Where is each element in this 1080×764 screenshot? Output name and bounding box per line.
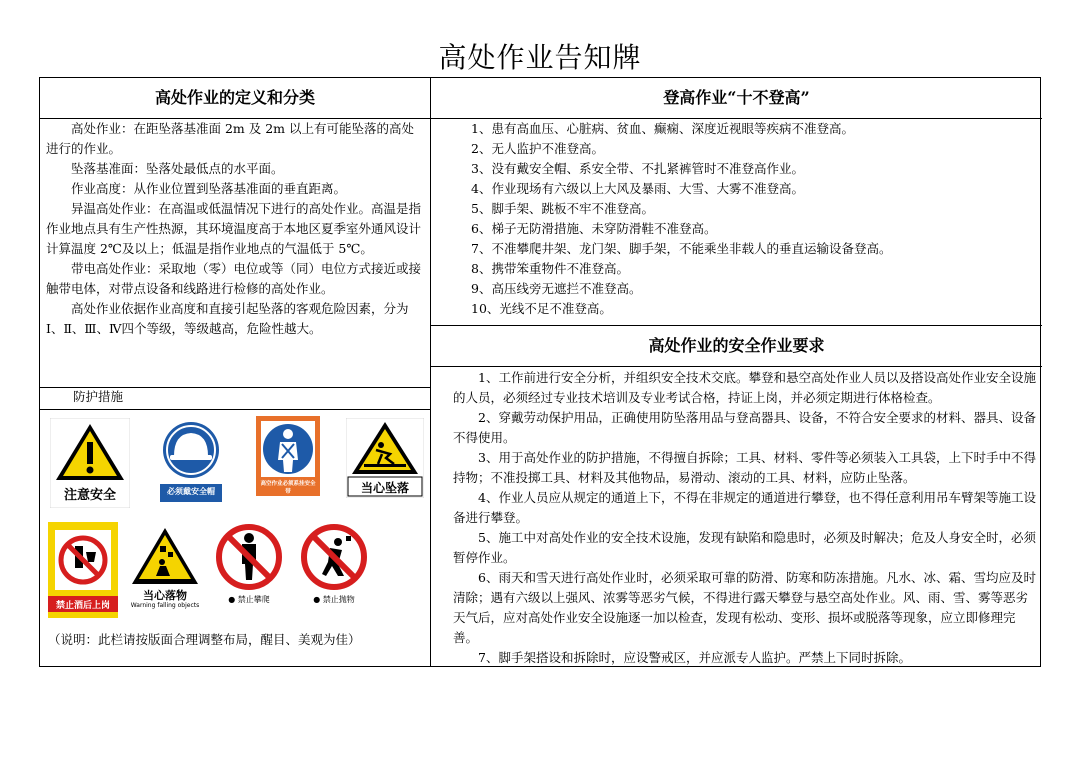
no-climbing-icon — [214, 522, 284, 614]
definition-item: 带电高处作业：采取地（零）电位或等（同）电位方式接近或接触带电体，对带点设备和线路进行检修的高处作业。 — [46, 261, 422, 296]
list-item: 1、工作前进行安全分析，并组织安全技术交底。攀登和悬空高处作业人员以及搭设高处作业安全设施的人员，必须经过专业技术培训及专业考试合格，持证上岗，并必须定期进行体格检查。 — [453, 370, 1036, 405]
divider — [431, 366, 1042, 367]
list-item: 10、光线不足不准登高。 — [471, 301, 612, 316]
definition-item: 作业高度：从作业位置到坠落基准面的垂直距离。 — [71, 181, 347, 196]
sign-label: 注意安全 — [63, 488, 116, 503]
list-item: 7、不准攀爬井架、龙门架、脚手架，不能乘坐非载人的垂直运输设备登高。 — [471, 241, 892, 256]
sign-label: 必须戴安全帽 — [167, 487, 215, 496]
sign-label: 当心坠落 — [360, 481, 409, 495]
layout-note: （说明：此栏请按版面合理调整布局，醒目、美观为佳） — [48, 632, 361, 647]
list-item: 3、用于高处作业的防护措施，不得擅自拆除；工具、材料、零件等必须装入工具袋，上下时手中不得持物；不准投掷工具、材料及其他物品，易滑动、滚动的工具、材料，应防止坠落。 — [453, 450, 1036, 485]
safety-harness-mandatory-icon — [256, 416, 320, 496]
definition-item: 高处作业：在距坠落基准面 2m 及 2m 以上有可能坠落的高处进行的作业。 — [46, 121, 415, 156]
sign-label: 禁止酒后上岗 — [55, 601, 110, 611]
list-item: 4、作业人员应从规定的通道上下，不得在非规定的通道进行攀登，也不得任意利用吊车臂架等施工设备进行攀登。 — [453, 490, 1036, 525]
list-item: 3、没有戴安全帽、系安全带、不扎紧裤管时不准登高作业。 — [471, 161, 804, 176]
sign-label: 当心落物 — [143, 589, 187, 602]
list-item: 8、携带笨重物件不准登高。 — [471, 261, 629, 276]
definition-item: 高处作业依据作业高度和直接引起坠落的客观危险因素，分为Ⅰ、Ⅱ、Ⅲ、Ⅳ四个等级，等级越高，危险性越大。 — [46, 301, 409, 336]
safety-requirements-header: 高处作业的安全作业要求 — [648, 336, 825, 355]
list-item: 7、脚手架搭设和拆除时，应设警戒区，并应派专人监护。严禁上下同时拆除。 — [478, 650, 911, 665]
safety-signs — [48, 414, 426, 624]
list-item: 5、施工中对高处作业的安全技术设施，发现有缺陷和隐患时，必须及时解决；危及人身安全时，必须暂停作业。 — [453, 530, 1036, 565]
list-item: 5、脚手架、跳板不牢不准登高。 — [471, 201, 654, 216]
sign-label: ● 禁止攀爬 — [228, 595, 270, 604]
page-title: 高处作业告知牌 — [438, 41, 642, 74]
sign-label: ● 禁止抛物 — [313, 595, 355, 604]
list-item: 1、患有高血压、心脏病、贫血、癫痫、深度近视眼等疾病不准登高。 — [471, 121, 854, 136]
sign-label: 高空作业必须系挂安全带 — [260, 481, 316, 495]
list-item: 2、无人监护不准登高。 — [471, 141, 604, 156]
falling-objects-icon — [128, 524, 202, 618]
sign-label-text: 禁止攀爬 — [237, 595, 270, 604]
list-item: 4、作业现场有六级以上大风及暴雨、大雪、大雾不准登高。 — [471, 181, 804, 196]
sign-sublabel: Warning falling objects — [130, 602, 200, 609]
ten-no-climb-header: 登高作业“十不登高” — [663, 88, 810, 107]
helmet-mandatory-icon — [156, 418, 226, 508]
sign-label-text: 禁止抛物 — [322, 595, 355, 604]
safety-requirements-list — [453, 368, 1037, 668]
protection-label: 防护措施 — [73, 389, 124, 404]
ten-no-climb-list — [431, 119, 1031, 319]
definition-item: 坠落基准面：坠落处最低点的水平面。 — [71, 161, 284, 176]
definition-text — [46, 119, 424, 339]
warning-triangle-icon — [50, 418, 130, 508]
falling-hazard-icon — [346, 418, 424, 498]
no-throwing-icon — [298, 522, 370, 614]
definition-item: 异温高处作业：在高温或低温情况下进行的高处作业。高温是指作业地点具有生产性热源，其环境温度高于本地区夏季室外通风设计计算温度 2℃及以上；低温是指作业地点的气温低于 5℃。 — [46, 201, 422, 256]
list-item: 6、雨天和雪天进行高处作业时，必须采取可靠的防滑、防寒和防冻措施。凡水、冰、霜、雪均应及时清除；遇有六级以上强风、浓雾等恶劣气候，不得进行露天攀登与悬空高处作业。风、雨、雪、雾等恶劣天气后，应对高处作业安全设施逐一加以检查，发现有松动、变形、损坏或脱落等现象，应立即修理完善。 — [453, 570, 1036, 645]
list-item: 2、穿戴劳动保护用品，正确使用防坠落用品与登高器具、设备，不符合安全要求的材料、器具、设备不得使用。 — [453, 410, 1036, 445]
list-item: 9、高压线旁无遮拦不准登高。 — [471, 281, 642, 296]
list-item: 6、梯子无防滑措施、未穿防滑鞋不准登高。 — [471, 221, 717, 236]
no-drinking-icon — [48, 522, 118, 618]
notice-table — [39, 77, 1041, 667]
divider — [40, 409, 430, 410]
definition-header: 高处作业的定义和分类 — [154, 88, 315, 107]
